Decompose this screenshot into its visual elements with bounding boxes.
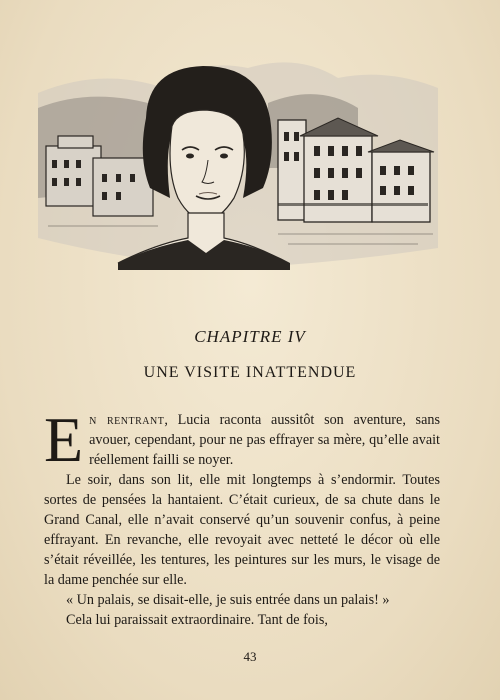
paragraph-2: Le soir, dans son lit, elle mit longtemps à s’endormir. Toutes sortes de pensées la hantaient. C’était curieux, de sa chute dans le Grand Canal, elle n’avait conservé qu’un souvenir confus, à peine effrayant. En revanche, elle revoyait avec netteté le décor où elle s’était réveillée, les tentures, les peintures sur les murs, le visage de la dame penchée sur elle. — [44, 472, 440, 588]
page-number: 43 — [243, 649, 257, 664]
body-text — [44, 404, 440, 630]
chapter-label: CHAPITRE IV — [194, 327, 306, 346]
chapter-title: UNE VISITE INATTENDUE — [143, 364, 357, 381]
chapter-illustration — [38, 48, 438, 274]
paragraph-1-text: , Lucia raconta aussitôt son aventure, sans avouer, cependant, pour ne pas effrayer sa mère, qu’elle avait réellement failli se noyer. — [89, 412, 440, 468]
lead-in: n rentrant — [89, 412, 165, 428]
paragraph-4: Cela lui paraissait extraordinaire. Tant de fois, — [66, 612, 328, 628]
drop-cap: E — [44, 404, 84, 475]
paragraph-1 — [44, 404, 440, 475]
paragraph-3: « Un palais, se disait-elle, je suis entrée dans un palais! » — [66, 592, 390, 608]
